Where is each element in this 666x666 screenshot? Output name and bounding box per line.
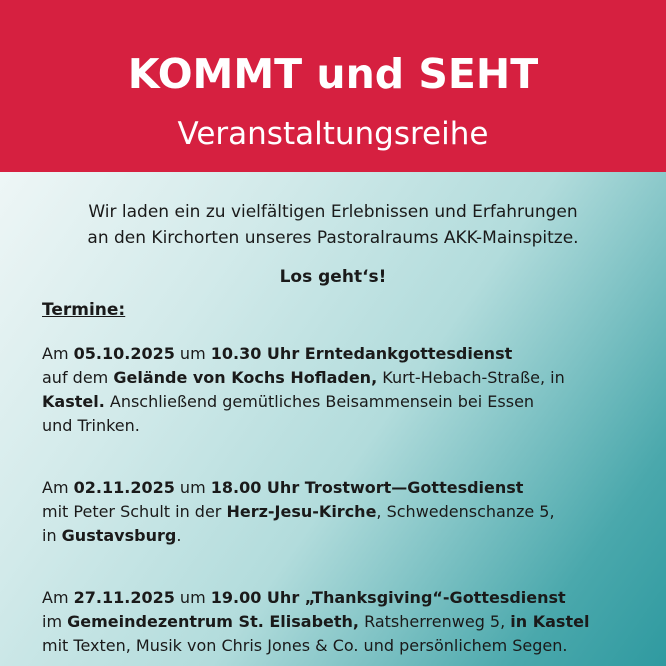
page-title: KOMMT und SEHT <box>127 50 539 98</box>
event-line-4: und Trinken. <box>42 416 140 435</box>
event-text: , Schwedenschanze 5, <box>376 502 555 521</box>
event-location: Herz-Jesu-Kirche <box>226 502 377 521</box>
event-item <box>42 586 642 658</box>
event-location: Gemeindezentrum St. Elisabeth, <box>67 612 359 631</box>
event-date: 05.10.2025 <box>73 344 175 363</box>
event-line-3 <box>42 390 642 414</box>
event-text: mit Peter Schult in der <box>42 502 227 521</box>
event-item <box>42 342 642 438</box>
event-um: um <box>174 344 211 363</box>
header-banner <box>0 0 666 172</box>
event-line-3 <box>42 524 642 548</box>
event-text: . <box>176 526 182 545</box>
event-text: Ratsherrenweg 5, <box>359 612 511 631</box>
event-um: um <box>174 478 211 497</box>
event-time-title: 10.30 Uhr Erntedankgottesdienst <box>210 344 513 363</box>
event-place: in Kastel <box>510 612 590 631</box>
event-text: im <box>42 612 68 631</box>
event-location: Gelände von Kochs Hofladen, <box>113 368 378 387</box>
event-line-1 <box>42 476 642 500</box>
event-time-title: 19.00 Uhr „Thanksgiving“-Gottesdienst <box>210 588 566 607</box>
event-line-2 <box>42 366 642 390</box>
content-area <box>0 172 666 666</box>
event-date: 27.11.2025 <box>73 588 175 607</box>
intro-text <box>20 199 646 251</box>
lets-go-heading: Los geht‘s! <box>279 267 387 287</box>
event-prefix: Am <box>42 478 74 497</box>
event-line-2 <box>42 500 642 524</box>
event-um: um <box>174 588 211 607</box>
event-text: auf dem <box>42 368 114 387</box>
intro-line-1: Wir laden ein zu vielfältigen Erlebnissen und Erfahrungen <box>88 202 578 222</box>
event-text: in <box>42 526 62 545</box>
event-item <box>42 476 642 548</box>
event-line-3: mit Texten, Musik von Chris Jones & Co. und persönlichem Segen. <box>42 636 568 655</box>
page-subtitle: Veranstaltungsreihe <box>177 116 489 152</box>
event-prefix: Am <box>42 588 74 607</box>
event-date: 02.11.2025 <box>73 478 175 497</box>
event-line-1 <box>42 342 642 366</box>
event-line-2 <box>42 610 642 634</box>
event-time-title: 18.00 Uhr Trostwort—Gottesdienst <box>210 478 524 497</box>
event-place: Kastel. <box>42 392 105 411</box>
intro-line-2: an den Kirchorten unseres Pastoralraums AKK-Mainspitze. <box>87 228 579 248</box>
event-text: Kurt-Hebach-Straße, in <box>377 368 565 387</box>
event-prefix: Am <box>42 344 74 363</box>
event-line-1 <box>42 586 642 610</box>
event-place: Gustavsburg <box>61 526 177 545</box>
dates-heading: Termine: <box>42 300 126 320</box>
event-text: Anschließend gemütliches Beisammensein bei Essen <box>104 392 535 411</box>
